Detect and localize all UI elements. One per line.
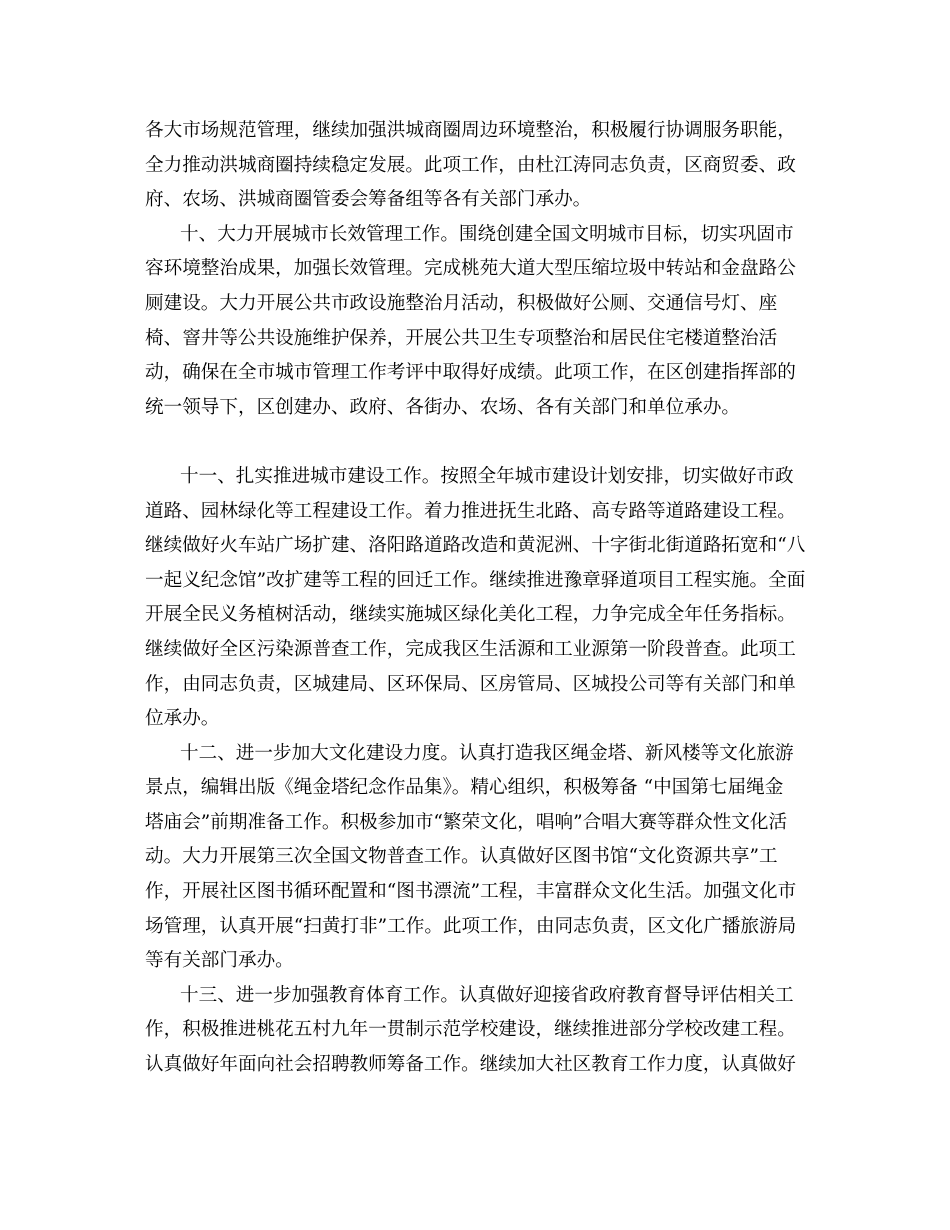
paragraph-item-12-culture — [145, 737, 810, 979]
text-line: 作，开展社区图书循环配置和“图书漂流”工程，丰富群众文化生活。加强文化市 — [145, 881, 797, 903]
paragraph-first-line: 十二、进一步加大文化建设力度。认真打造我区绳金塔、新风楼等文化旅游 — [180, 742, 794, 764]
text-line: 容环境整治成果，加强长效管理。完成桃苑大道大型压缩垃圾中转站和金盘路公 — [145, 258, 796, 280]
text-line: 继续做好火车站广场扩建、洛阳路道路改造和黄泥洲、十字街北街道路拓宽和“八 — [145, 535, 806, 557]
text-line: 开展全民义务植树活动，继续实施城区绿化美化工程，力争完成全年任务指标。 — [145, 604, 796, 626]
text-line: 景点，编辑出版《绳金塔纪念作品集》。精心组织，积极筹备 “中国第七届绳金 — [145, 777, 784, 799]
paragraph-market-management — [145, 114, 810, 218]
paragraph-first-line: 十一、扎实推进城市建设工作。按照全年城市建设计划安排，切实做好市政 — [180, 465, 794, 487]
text-line: 作，由同志负责，区城建局、区环保局、区房管局、区城投公司等有关部门和单 — [145, 673, 796, 695]
text-line: 道路、园林绿化等工程建设工作。着力推进抚生北路、高专路等道路建设工程。 — [145, 500, 796, 522]
text-line: 等有关部门承办。 — [145, 950, 294, 972]
paragraph-item-10-city-management — [145, 218, 810, 460]
text-line: 椅、窨井等公共设施维护保养，开展公共卫生专项整治和居民住宅楼道整治活 — [145, 327, 778, 349]
text-line: 统一领导下，区创建办、政府、各街办、农场、各有关部门和单位承办。 — [145, 396, 741, 418]
text-line: 动。大力开展第三次全国文物普查工作。认真做好区图书馆“文化资源共享”工 — [145, 846, 778, 868]
text-line — [145, 425, 810, 460]
text-line: 各大市场规范管理，继续加强洪城商圈周边环境整治，积极履行协调服务职能， — [145, 120, 796, 141]
text-line: 全力推动洪城商圈持续稳定发展。此项工作，由杜江涛同志负责，区商贸委、政 — [145, 154, 796, 176]
paragraph-item-11-city-construction — [145, 460, 810, 737]
paragraph-first-line: 十三、进一步加强教育体育工作。认真做好迎接省政府教育督导评估相关工 — [180, 984, 794, 1006]
text-line: 场管理，认真开展“扫黄打非”工作。此项工作，由同志负责，区文化广播旅游局 — [145, 915, 797, 937]
paragraph-first-line: 十、大力开展城市长效管理工作。围绕创建全国文明城市目标，切实巩固市 — [180, 223, 794, 245]
text-line: 认真做好年面向社会招聘教师筹备工作。继续加大社区教育工作力度，认真做好 — [145, 1054, 796, 1076]
text-line: 动，确保在全市城市管理工作考评中取得好成绩。此项工作，在区创建指挥部的 — [145, 362, 796, 384]
text-line: 塔庙会”前期准备工作。积极参加市“繁荣文化，唱响”合唱大赛等群众性文化活 — [145, 811, 788, 833]
text-line: 一起义纪念馆”改扩建等工程的回迁工作。继续推进豫章驿道项目工程实施。全面 — [145, 569, 806, 591]
text-line: 厕建设。大力开展公共市政设施整治月活动，积极做好公厕、交通信号灯、座 — [145, 292, 778, 314]
text-line: 府、农场、洪城商圈管委会筹备组等各有关部门承办。 — [145, 189, 592, 211]
paragraph-item-13-education — [145, 979, 810, 1083]
text-line: 位承办。 — [145, 708, 220, 730]
text-line: 作，积极推进桃花五村九年一贯制示范学校建设，继续推进部分学校改建工程。 — [145, 1019, 796, 1041]
document-body — [145, 114, 810, 1083]
text-line: 继续做好全区污染源普查工作，完成我区生活源和工业源第一阶段普查。此项工 — [145, 638, 796, 660]
